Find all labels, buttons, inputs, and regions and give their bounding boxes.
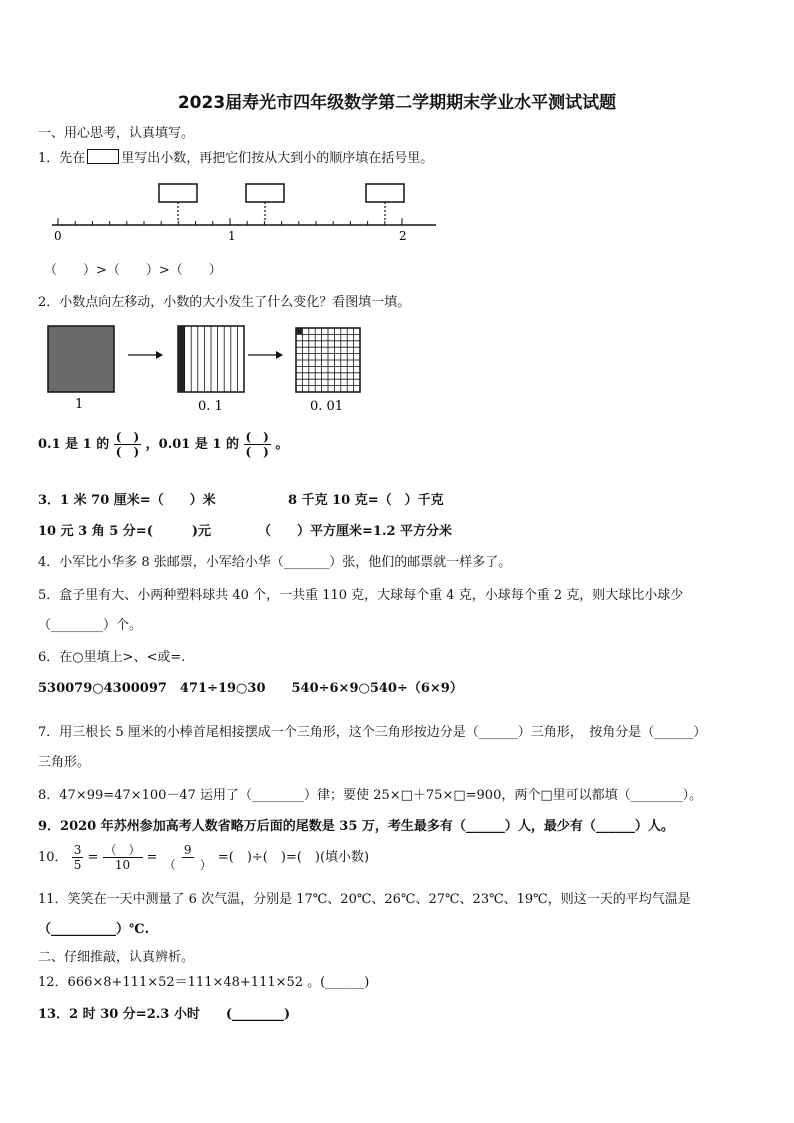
arrow-2-icon — [276, 351, 283, 359]
fraction-blank-2: $\frac{( )}{( )}$ — [245, 430, 269, 459]
number-line-figure — [40, 180, 450, 242]
fraction-3-5: $\frac{3}{5}$ — [73, 843, 82, 872]
fill-text-end: 。 — [275, 437, 289, 452]
equals-1: = — [87, 850, 99, 865]
equals-2: = — [146, 850, 158, 865]
page-title: 2023届寿光市四年级数学第二学期期末学业水平测试试题 — [177, 93, 617, 113]
question-7-line2: 三角形。 — [38, 755, 91, 770]
fraction-9-blank: $\frac{9}{( )}$ — [163, 843, 212, 872]
answer-box-1 — [159, 184, 197, 202]
question-1-pre: 1．先在 — [38, 151, 86, 166]
question-8: 8．47×99=47×100－47 运用了（________）律；要使 25×□＋75×□=900，两个□里可以都填（________）。 — [38, 788, 703, 803]
label-0-01: 0. 01 — [310, 399, 344, 414]
tick-label-1: 1 — [228, 229, 236, 242]
question-2: 2．小数点向左移动，小数的大小发生了什么变化？看图填一填。 — [38, 295, 411, 310]
decimal-grid-figure — [40, 318, 370, 414]
question-13: 13．2 时 30 分=2.3 小时 (________) — [38, 1007, 291, 1022]
section-1-heading: 一、用心思考，认真填写。 — [38, 126, 195, 141]
fill-text-b: ，0.01 是 1 的 — [145, 437, 239, 452]
question-3a: 3．1 米 70 厘米=（ ）米 — [38, 493, 216, 508]
question-9: 9．2020 年苏州参加高考人数省略万后面的尾数是 35 万，考生最多有（______）人，最少有（______）人。 — [38, 819, 674, 834]
answer-box-3 — [366, 184, 404, 202]
q10-number: 10． — [38, 850, 68, 865]
question-4: 4．小军比小华多 8 张邮票，小军给小华（_______）张，他们的邮票就一样多了。 — [38, 555, 512, 570]
answer-box-icon — [87, 149, 119, 164]
question-11-line1: 11．笑笑在一天中测量了 6 次气温，分别是 17℃、20℃、26℃、27℃、23℃、19℃，则这一天的平均气温是 — [38, 892, 691, 907]
tick-label-2: 2 — [399, 229, 407, 242]
question-3d: （ ）平方厘米=1.2 平方分米 — [258, 524, 453, 539]
tick-label-0: 0 — [54, 229, 62, 242]
question-7-line1: 7．用三根长 5 厘米的小棒首尾相接摆成一个三角形，这个三角形按边分是（______）三角形， 按角分是（______） — [38, 725, 707, 740]
fraction-blank-1: $\frac{( )}{( )}$ — [115, 430, 140, 459]
hundredths-square — [296, 328, 360, 392]
whole-square — [48, 326, 114, 392]
question-1 — [38, 147, 433, 166]
question-6: 6．在○里填上>、<或=. — [38, 650, 186, 665]
arrow-1-icon — [156, 351, 163, 359]
question-2-fill — [38, 430, 288, 459]
label-0-1: 0. 1 — [198, 399, 223, 414]
q10-tail: =( )÷( )=( )(填小数) — [217, 850, 370, 865]
question-1-post: 里写出小数，再把它们按从大到小的顺序填在括号里。 — [121, 151, 434, 166]
question-5-line1: 5．盒子里有大、小两种塑料球共 40 个，一共重 110 克，大球每个重 4 克，小球每个重 2 克，则大球比小球少 — [38, 588, 684, 603]
question-12: 12．666×8+111×52＝111×48+111×52 。(______) — [38, 975, 370, 990]
question-3c: 10 元 3 角 5 分=( )元 — [38, 524, 212, 539]
question-11-line2: （__________）℃. — [38, 922, 150, 937]
question-10 — [38, 843, 369, 872]
question-3b: 8 千克 10 克=（ ）千克 — [288, 493, 444, 508]
fraction-blank-10: $\frac{( )}{10}$ — [104, 843, 141, 872]
answer-box-2 — [246, 184, 284, 202]
label-1: 1 — [75, 397, 84, 412]
question-1-order: （ ）>（ ）>（ ） — [44, 263, 222, 278]
question-5-line2: （________）个。 — [38, 618, 143, 633]
fill-text-a: 0.1 是 1 的 — [38, 437, 110, 452]
tenths-square — [178, 326, 244, 392]
question-6-items: 530079○4300097 471÷19○30 540÷6×9○540÷（6×9） — [38, 681, 463, 696]
section-2-heading: 二、仔细推敲，认真辨析。 — [38, 950, 195, 965]
